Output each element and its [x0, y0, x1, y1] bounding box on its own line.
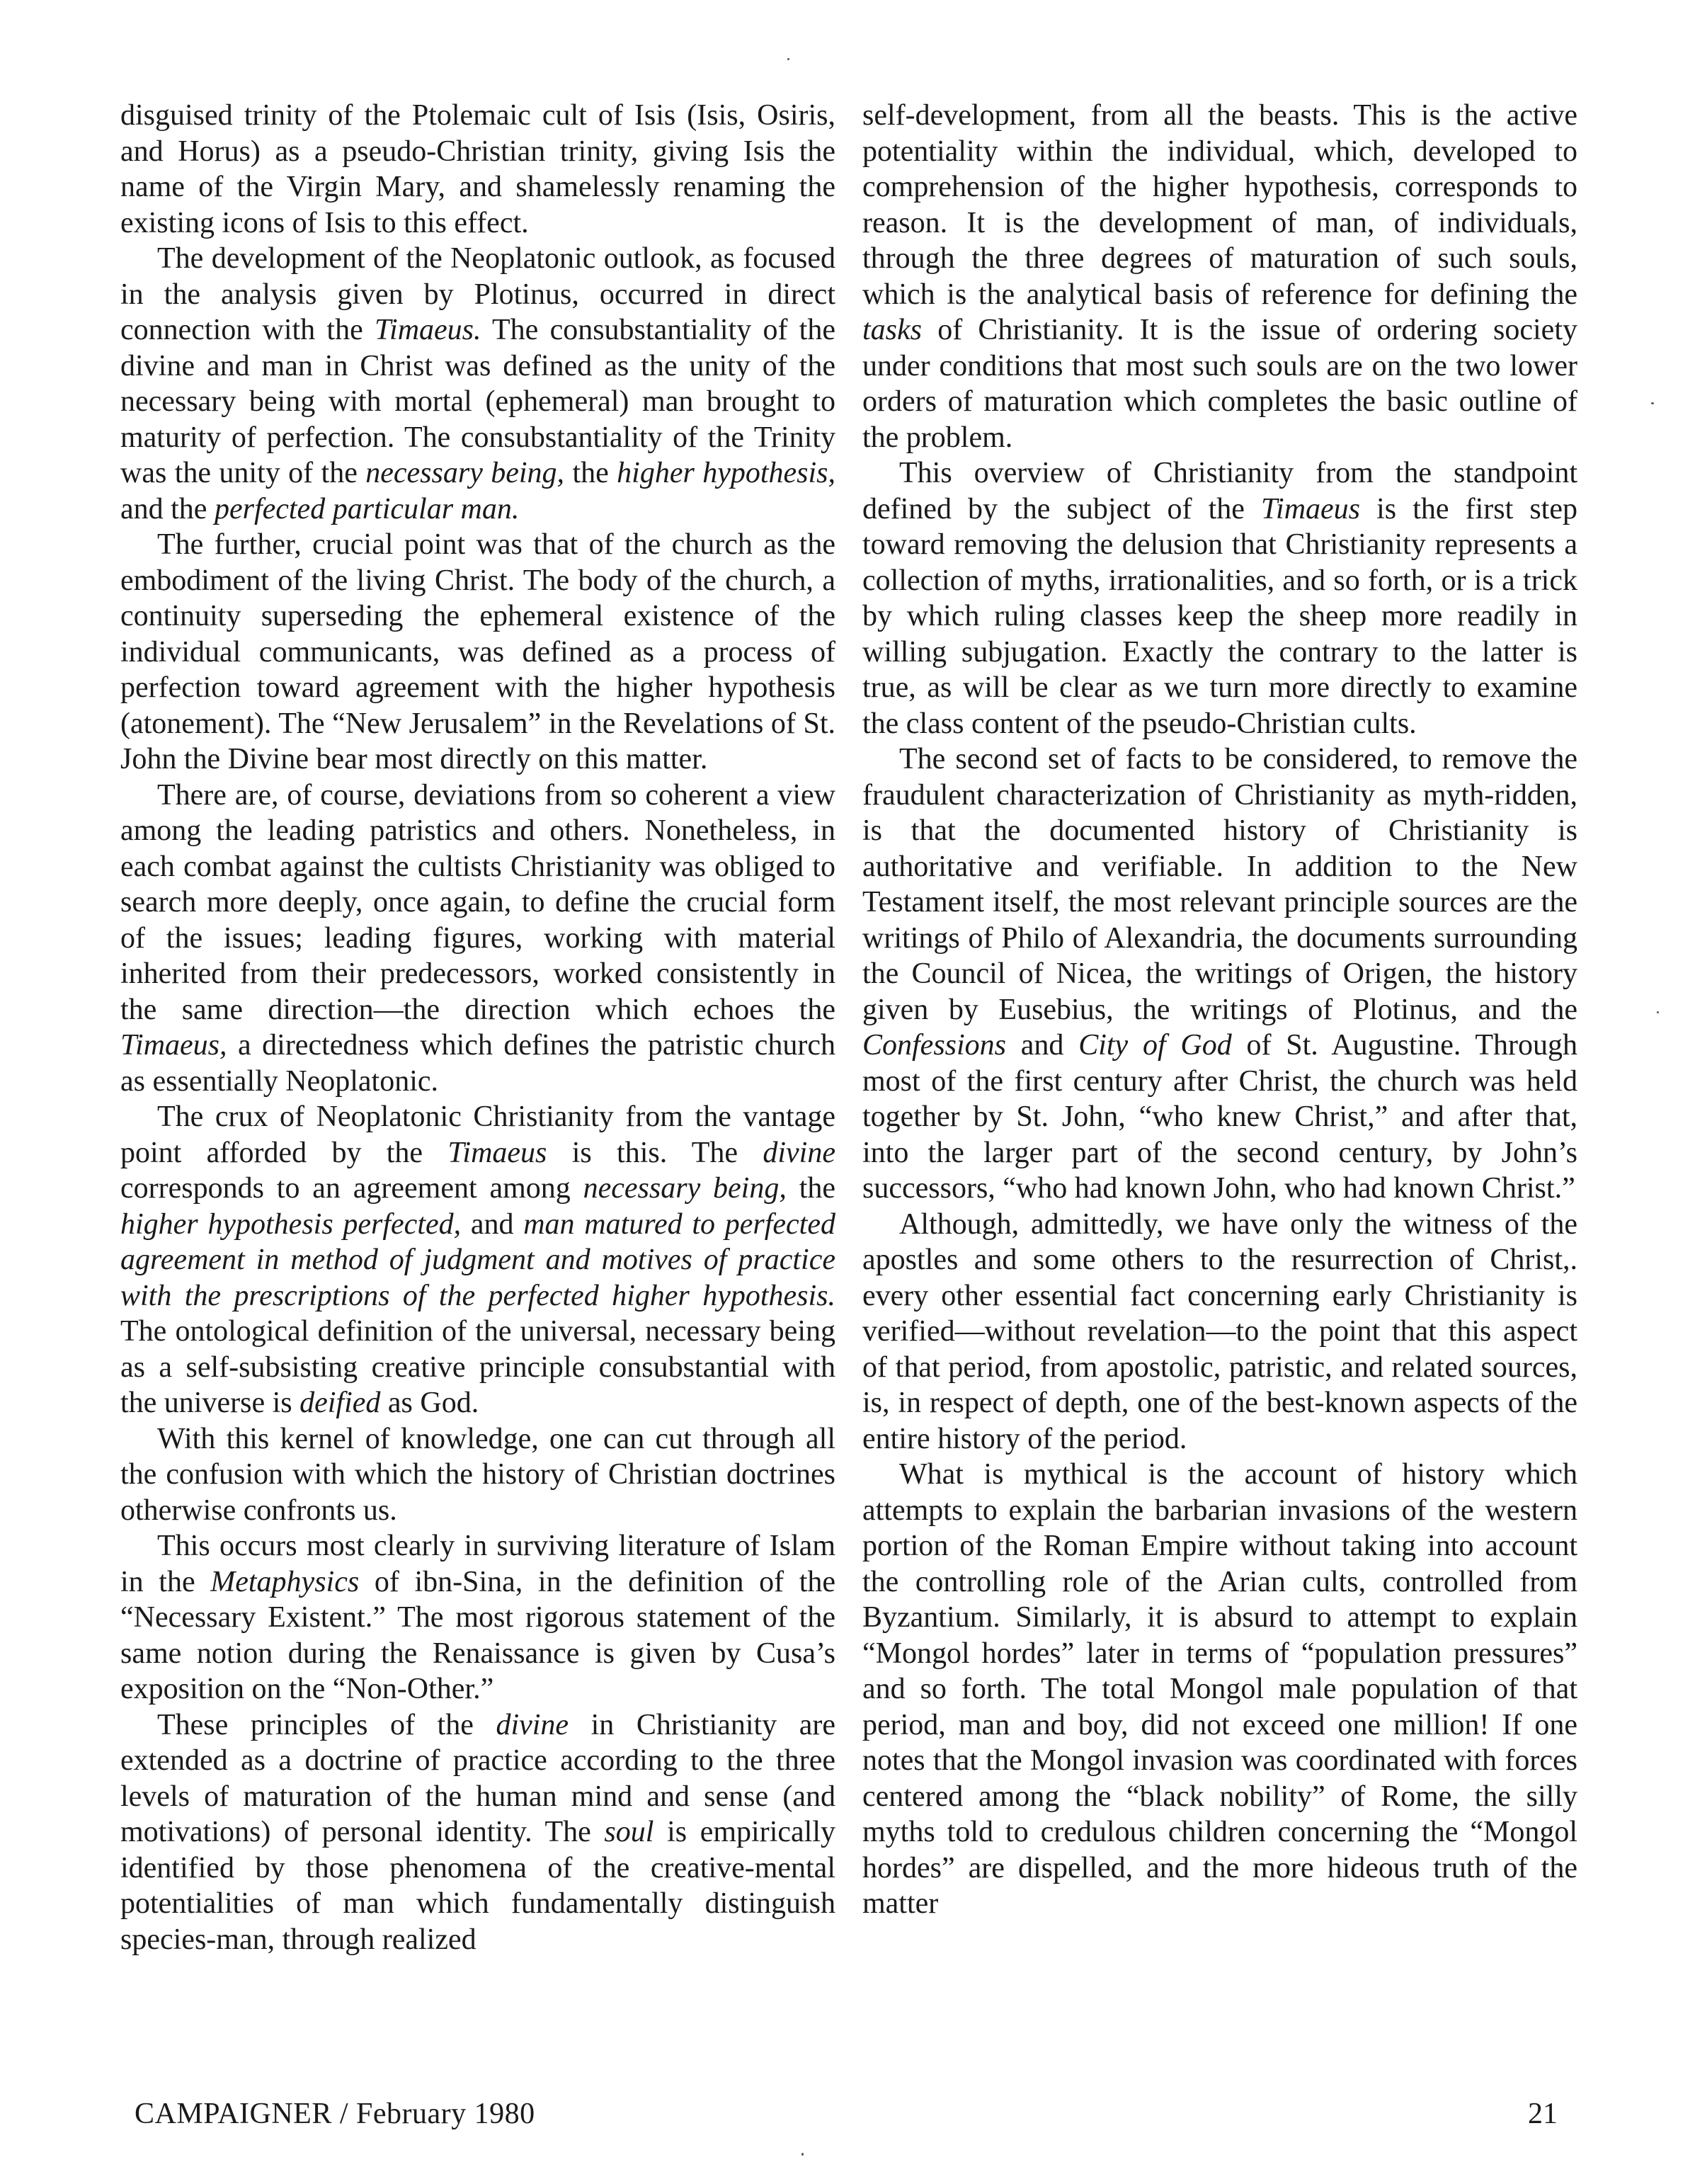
text-run: of St. Augustine. Through most of the first century after Christ, the church was held together by St. John, “who knew Christ,” and after that, into the larger part of the second century, by John’s successors, “who had known John, who had known Christ.” [862, 1029, 1577, 1205]
italic-text: Metaphysics [210, 1565, 360, 1598]
text-run: This overview of Christianity from the standpoint defined by the subject of the [862, 457, 1577, 525]
right-column [862, 98, 1577, 1922]
paragraph [862, 741, 1577, 1207]
text-run: of ibn-Sina, in the definition of the “Necessary Existent.” The most rigorous statement of the same notion during the Renaissance is given by Cusa’s exposition on the “Non-Other.” [120, 1565, 836, 1705]
text-run: a directedness which defines the patristic church as essentially Neoplatonic. [120, 1029, 835, 1098]
text-run: in Christianity are extended as a doctrine of practice according to the three levels of maturation of the human mind and sense (and motivations) of personal identity. The [120, 1708, 835, 1848]
scan-speck [787, 58, 789, 60]
text-run: as God. [380, 1387, 479, 1419]
paragraph [120, 778, 835, 1100]
text-run: These principles of the [157, 1708, 496, 1741]
italic-text: higher hypothesis perfected, [120, 1207, 462, 1241]
italic-text: divine [763, 1136, 835, 1169]
text-run: Although, admittedly, we have only the witness of the apostles and some others to the resurrection of Christ,. every other essential fact concerning early Christianity is verified—without revelation—to the point that this aspect of that period, from apostolic, patristic, and related sources, is, in respect of depth, one of the best-known aspects of the entire history of the period. [862, 1207, 1577, 1455]
paragraph [862, 98, 1577, 455]
paragraph [120, 1099, 835, 1421]
text-run: This occurs most clearly in surviving literature of Islam in the [120, 1530, 835, 1598]
paragraph [120, 1707, 835, 1958]
paragraph [120, 527, 835, 778]
paragraph [120, 1528, 835, 1707]
scan-speck [801, 2153, 804, 2156]
text-run: the [786, 1172, 835, 1205]
italic-text: perfected particular man. [214, 492, 520, 525]
italic-text: divine [496, 1708, 569, 1741]
text-run: What is mythical is the account of history which attempts to explain the barbarian invasions of the western portion of the Roman Empire without taking into account the controlling role of the Arian cults, controlled from Byzantium. Similarly, it is absurd to attempt to explain “Mongol hordes” later in terms of “population pressures” and so forth. The total Mongol male population of that period, man and boy, did not exceed one million! If one notes that the Mongol invasion was coordinated with forces centered among the “black nobility” of Rome, the silly myths told to credulous children concerning the “Mongol hordes” are dispelled, and the more hideous truth of the matter [862, 1458, 1577, 1920]
text-run: is the first step toward removing the delusion that Christianity represents a collection of myths, irrationalities, and so forth, or is a trick by which ruling classes keep the sheep more readily in willing subjugation. Exactly the contrary to the latter is true, as will be clear as we turn more directly to examine the class content of the pseudo-Christian cults. [862, 492, 1577, 740]
text-run: the [564, 457, 617, 489]
scan-speck [1657, 1011, 1659, 1013]
text-run: The further, crucial point was that of the church as the embodiment of the living Christ. The body of the church, a continuity superseding the ephemeral existence of the individual communicants, was defined as a process of perfection toward agreement with the higher hypothesis (atonement). The “New Jerusalem” in the Revelations of St. John the Divine bear most directly on this matter. [120, 528, 835, 775]
text-run: is this. The [547, 1136, 763, 1169]
italic-text: deified [299, 1387, 381, 1419]
text-run: and the [120, 492, 215, 525]
text-run: The ontological definition of the universal, necessary being as a self-subsisting creative principle consubstantial with the universe is [120, 1315, 835, 1419]
paragraph [862, 1207, 1577, 1457]
left-column [120, 98, 835, 1957]
text-run: disguised trinity of the Ptolemaic cult of Isis (Isis, Osiris, and Horus) as a pseudo-Christian trinity, giving Isis the name of the Virgin Mary, and shamelessly renaming the existing icons of Isis to this effect. [120, 99, 835, 239]
paragraph [120, 241, 835, 527]
italic-text: tasks [862, 314, 922, 346]
text-run: The crux of Neoplatonic Christianity from the vantage point afforded by the [120, 1100, 835, 1169]
paragraph [862, 455, 1577, 741]
text-run: of Christianity. It is the issue of ordering society under conditions that most such souls are on the two lower orders of maturation which completes the basic outline of the problem. [862, 314, 1577, 454]
text-run: The second set of facts to be considered, to remove the fraudulent characterization of Christianity as myth-ridden, is that the documented history of Christianity is authoritative and verifiable. In addition to the New Testament itself, the most relevant principle sources are the writings of Philo of Alexandria, the documents surrounding the Council of Nicea, the writings of Origen, the history given by Eusebius, the writings of Plotinus, and the [862, 743, 1577, 1026]
text-run: self-development, from all the beasts. This is the active potentiality within the individual, which, developed to comprehension of the higher hypothesis, corresponds to reason. It is the development of man, of individuals, through the three degrees of maturation of such souls, which is the analytical basis of reference for defining the [862, 99, 1577, 311]
italic-text: man matured to perfected agreement in method of judgment and motives of practice with the prescriptions of the perfected higher hypothesis. [120, 1207, 835, 1312]
italic-text: soul [604, 1816, 654, 1848]
italic-text: necessary being, [583, 1172, 787, 1205]
italic-text: Timaeus. [375, 314, 481, 346]
italic-text: Confessions [862, 1029, 1007, 1062]
scan-speck [1651, 402, 1654, 404]
text-run: With this kernel of knowledge, one can cut through all the confusion with which the history of Christian doctrines otherwise confronts us. [120, 1422, 835, 1527]
paragraph [120, 98, 835, 241]
italic-text: City of God [1078, 1029, 1232, 1062]
footer-publication: CAMPAIGNER / February 1980 [135, 2098, 535, 2130]
italic-text: necessary being, [365, 457, 565, 489]
text-run: There are, of course, deviations from so coherent a view among the leading patristics and others. Nonetheless, in each combat against the cultists Christianity was obliged to search more deeply, once again, to define the crucial form of the issues; leading figures, working with material inherited from their predecessors, worked consistently in the same direction—the direction which echoes the [120, 778, 835, 1026]
paragraph [862, 1457, 1577, 1922]
text-run: and [1006, 1029, 1079, 1062]
italic-text: higher hypothesis, [617, 457, 836, 489]
text-run: and [461, 1207, 524, 1241]
text-run: is empirically identified by those phenomena of the creative-mental potentialities of man which fundamentally distinguish species-man, through realized [120, 1816, 835, 1956]
italic-text: Timaeus [1261, 492, 1361, 525]
text-run: The consubstantiality of the divine and man in Christ was defined as the unity of the necessary being with mortal (ephemeral) man brought to maturity of perfection. The consubstantiality of the Trinity was the unity of the [120, 314, 835, 489]
text-run: corresponds to an agreement among [120, 1172, 583, 1205]
paragraph [120, 1421, 835, 1529]
footer-page-number: 21 [1528, 2098, 1558, 2130]
italic-text: Timaeus [447, 1136, 547, 1169]
italic-text: Timaeus, [120, 1029, 227, 1062]
text-run: The development of the Neoplatonic outlook, as focused in the analysis given by Plotinus, occurred in direct connection with the [120, 242, 835, 346]
